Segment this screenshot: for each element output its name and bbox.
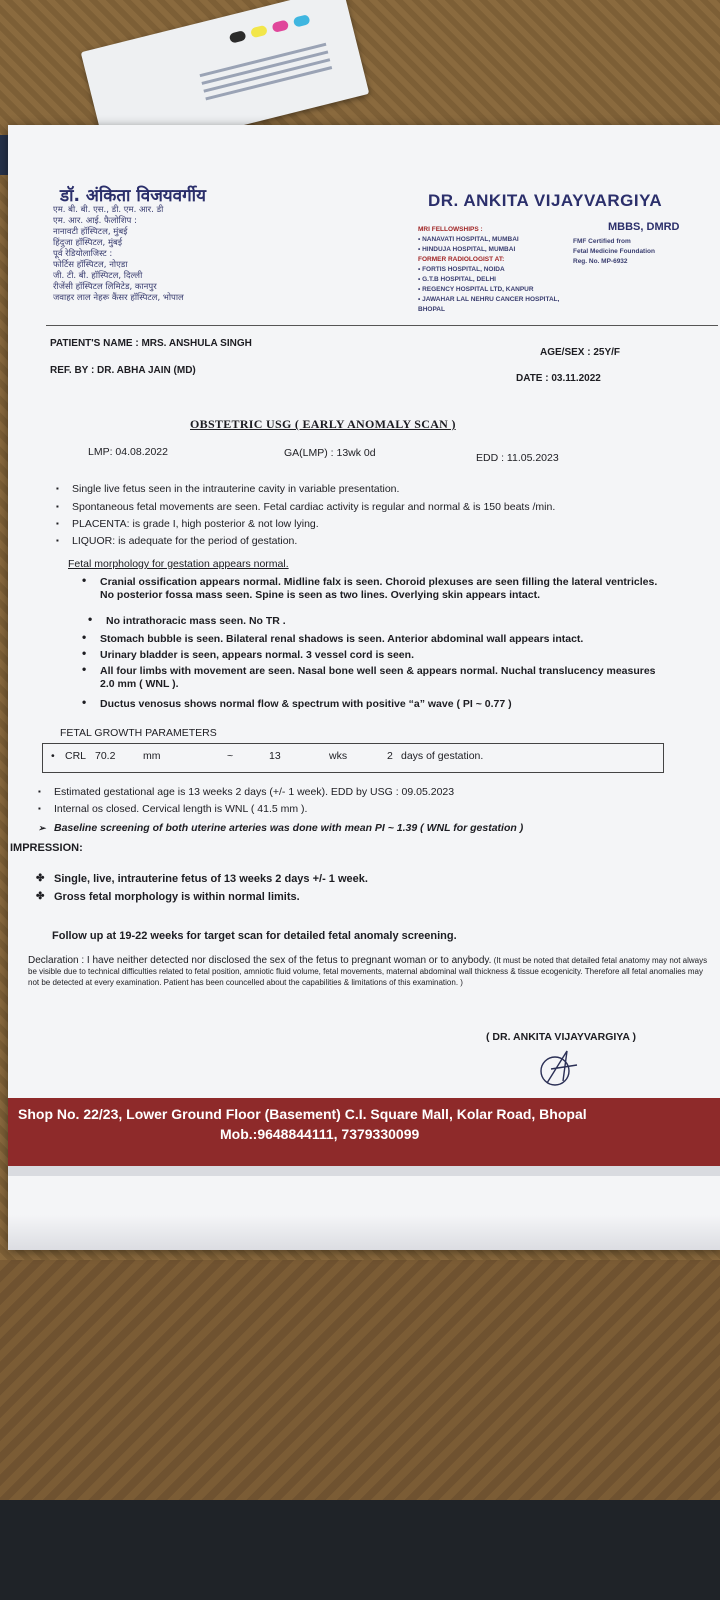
list-item: • Urinary bladder is seen, appears normal. 3 vessel cord is seen. bbox=[100, 649, 660, 662]
growth-days-label: days of gestation. bbox=[401, 750, 484, 762]
gestational-age-lmp: GA(LMP) : 13wk 0d bbox=[284, 447, 376, 459]
fmf-certification: FMF Certified from Fetal Medicine Foundation Reg. No. MP-6932 bbox=[573, 238, 655, 265]
footer-address: Shop No. 22/23, Lower Ground Floor (Basement) C.I. Square Mall, Kolar Road, Bhopal bbox=[18, 1106, 587, 1122]
declaration bbox=[28, 955, 708, 988]
growth-days: 2 bbox=[387, 750, 393, 762]
growth-unit: mm bbox=[143, 750, 161, 762]
list-item: ▪ Internal os closed. Cervical length is WNL ( 41.5 mm ). bbox=[54, 803, 307, 815]
morphology-heading: Fetal morphology for gestation appears normal. bbox=[68, 558, 289, 570]
doctor-degree: MBBS, DMRD bbox=[608, 221, 680, 233]
lmp: LMP: 04.08.2022 bbox=[88, 446, 168, 458]
hindi-credentials: एम. बी. बी. एस., डी. एम. आर. डी एम. आर. आई. फैलोशिप : नानावटी हॉस्पिटल, मुंबई हिंदुजा हॉस्पिटल, मुंबई पूर्व रेडियोलाजिस्ट : फोर्टिस हॉस्पिटल, नोएडा जी. टी. बी. हॉस्पिटल, दिल्ली रीजेंसी हॉस्पिटल लिमिटेड, कानपुर जवाहर लाल नेहरू कैंसर हॉस्पिटल, भोपाल bbox=[53, 205, 184, 303]
edd: EDD : 11.05.2023 bbox=[476, 452, 559, 464]
growth-wks-label: wks bbox=[329, 750, 348, 762]
list-item: ▪ Spontaneous fetal movements are seen. Fetal cardiac activity is regular and normal & is 150 beats /min. bbox=[72, 501, 555, 513]
list-item: ▪ Single live fetus seen in the intrauterine cavity in variable presentation. bbox=[72, 483, 399, 495]
growth-heading: FETAL GROWTH PARAMETERS bbox=[60, 727, 217, 739]
impression-heading: IMPRESSION: bbox=[10, 842, 83, 854]
list-item: ▪ Estimated gestational age is 13 weeks 2 days (+/- 1 week). EDD by USG : 09.05.2023 bbox=[54, 786, 454, 798]
patient-name: PATIENT'S NAME : MRS. ANSHULA SINGH bbox=[50, 338, 252, 349]
list-item: ➢ Baseline screening of both uterine arteries was done with mean PI ~ 1.39 ( WNL for gestation ) bbox=[54, 822, 523, 834]
paper-fold bbox=[8, 1215, 720, 1250]
report-date: DATE : 03.11.2022 bbox=[516, 373, 601, 384]
signature-scribble bbox=[533, 1043, 593, 1089]
list-item: • Cranial ossification appears normal. Midline falx is seen. Choroid plexuses are seen filling the lateral ventricles. No posterior fossa mass seen. Spine is seen as two lines. Overlying skin appears intact. bbox=[100, 576, 660, 602]
list-item: • All four limbs with movement are seen. Nasal bone well seen & appears normal. Nuchal translucency measures 2.0 mm ( WNL ). bbox=[100, 665, 660, 691]
referred-by: REF. BY : DR. ABHA JAIN (MD) bbox=[50, 365, 196, 376]
report-title: OBSTETRIC USG ( EARLY ANOMALY SCAN ) bbox=[190, 417, 456, 431]
declaration-note: (It must be noted that detailed fetal anatomy may not always be visible due to technical difficulties related to fetal position, amniotic fluid volume, fetal movements, maternal abdominal wall thickness & tissue ecogenicity. Therefore all fetal anomalies may not be detected at every examination. Patient has been councelled about the capabilities & limitations of this examination. ) bbox=[28, 956, 708, 987]
list-item: • No intrathoracic mass seen. No TR . bbox=[106, 615, 666, 628]
hindi-doctor-name: डॉ. अंकिता विजयवर्गीय bbox=[60, 186, 206, 206]
growth-value: 70.2 bbox=[95, 750, 116, 762]
growth-weeks: 13 bbox=[269, 750, 281, 762]
floor-background bbox=[0, 1500, 720, 1600]
footer-address-bar bbox=[8, 1098, 720, 1166]
list-item: ▪ LIQUOR: is adequate for the period of gestation. bbox=[72, 535, 297, 547]
footer-mobile: Mob.:9648844111, 7379330099 bbox=[220, 1126, 420, 1142]
growth-bullet: • bbox=[51, 750, 55, 762]
doctor-experience: MRI FELLOWSHIPS : • NANAVATI HOSPITAL, MUMBAI • HINDUJA HOSPITAL, MUMBAI FORMER RADIOLOGIST AT: • FORTIS HOSPITAL, NOIDA • G.T.B HOSPITAL, DELHI • REGENCY HOSPITAL LTD, KANPUR • JAWAHAR LAL NEHRU CANCER HOSPITAL, BHOPAL bbox=[418, 226, 560, 313]
age-sex: AGE/SEX : 25Y/F bbox=[540, 347, 621, 358]
signature-name: ( DR. ANKITA VIJAYVARGIYA ) bbox=[486, 1031, 636, 1043]
growth-table bbox=[42, 743, 664, 773]
doctor-name: DR. ANKITA VIJAYVARGIYA bbox=[428, 191, 663, 210]
growth-approx: ~ bbox=[227, 750, 234, 762]
declaration-main: Declaration : I have neither detected nor disclosed the sex of the fetus to pregnant woman or to anybody. bbox=[28, 955, 492, 966]
footer-strip bbox=[8, 1166, 720, 1176]
list-item: ✤ Single, live, intrauterine fetus of 13 weeks 2 days +/- 1 week. bbox=[54, 873, 368, 885]
list-item: • Ductus venosus shows normal flow & spectrum with positive “a” wave ( PI ~ 0.77 ) bbox=[100, 698, 660, 711]
list-item: ✤ Gross fetal morphology is within normal limits. bbox=[54, 891, 300, 903]
ultrasound-report bbox=[8, 125, 720, 1250]
list-item: ▪ PLACENTA: is grade I, high posterior & not low lying. bbox=[72, 518, 319, 530]
growth-param: CRL bbox=[65, 750, 87, 762]
follow-up: Follow up at 19-22 weeks for target scan for detailed fetal anomaly screening. bbox=[52, 930, 457, 942]
header-divider bbox=[46, 325, 718, 326]
list-item: • Stomach bubble is seen. Bilateral renal shadows is seen. Anterior abdominal wall appears intact. bbox=[100, 633, 660, 646]
